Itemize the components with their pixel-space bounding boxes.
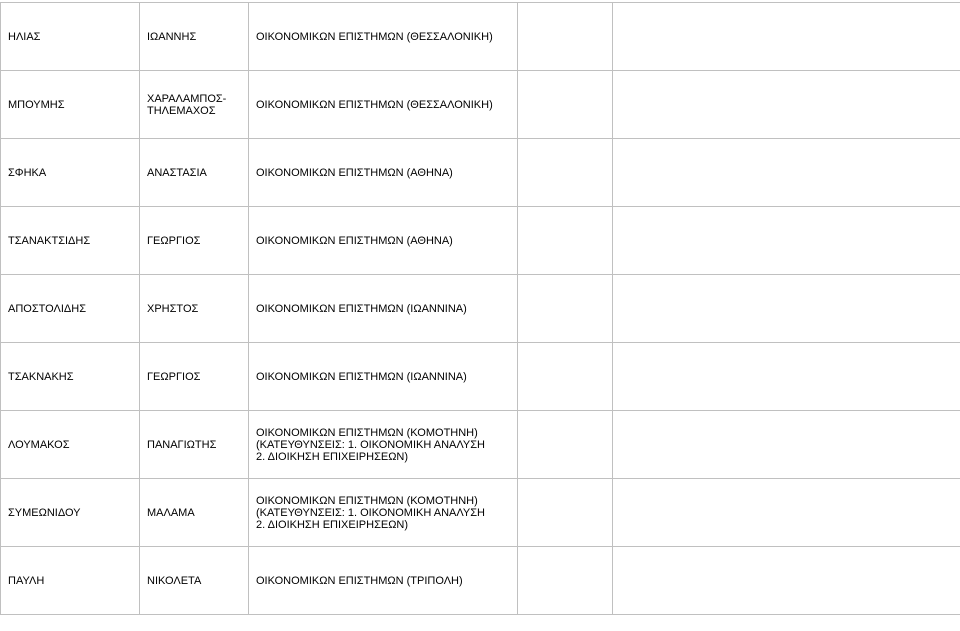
table-row [1, 275, 960, 343]
department-line: ΟΙΚΟΝΟΜΙΚΩΝ ΕΠΙΣΤΗΜΩΝ (ΘΕΣΣΑΛΟΝΙΚΗ) [256, 30, 493, 43]
empty-cell [518, 207, 613, 275]
empty-cell [613, 547, 960, 615]
first-name-cell: ΠΑΝΑΓΙΩΤΗΣ [140, 411, 249, 479]
department-cell [249, 343, 518, 411]
empty-cell [518, 3, 613, 71]
table-row [1, 71, 960, 139]
first-name-cell [140, 71, 249, 139]
first-name-cell: ΓΕΩΡΓΙΟΣ [140, 207, 249, 275]
first-name-cell: ΙΩΑΝΝΗΣ [140, 3, 249, 71]
department-cell [249, 3, 518, 71]
empty-cell [613, 343, 960, 411]
department-line: ΟΙΚΟΝΟΜΙΚΩΝ ΕΠΙΣΤΗΜΩΝ (ΚΟΜΟΤΗΝΗ) [256, 426, 478, 439]
empty-cell [518, 343, 613, 411]
department-cell [249, 71, 518, 139]
surname-cell: ΑΠΟΣΤΟΛΙΔΗΣ [1, 275, 140, 343]
department-line: (ΚΑΤΕΥΘΥΝΣΕΙΣ: 1. ΟΙΚΟΝΟΜΙΚΗ ΑΝΑΛΥΣΗ [256, 506, 485, 519]
surname-cell: ΜΠΟΥΜΗΣ [1, 71, 140, 139]
results-table-body [1, 3, 960, 615]
empty-cell [613, 207, 960, 275]
department-line: ΟΙΚΟΝΟΜΙΚΩΝ ΕΠΙΣΤΗΜΩΝ (ΙΩΑΝΝΙΝΑ) [256, 370, 467, 383]
surname-cell: ΤΣΑΝΑΚΤΣΙΔΗΣ [1, 207, 140, 275]
empty-cell [518, 547, 613, 615]
first-name-line: ΧΑΡΑΛΑΜΠΟΣ- [147, 92, 227, 105]
first-name-cell: ΓΕΩΡΓΙΟΣ [140, 343, 249, 411]
empty-cell [613, 71, 960, 139]
table-row [1, 3, 960, 71]
empty-cell [613, 139, 960, 207]
first-name-cell: ΑΝΑΣΤΑΣΙΑ [140, 139, 249, 207]
empty-cell [518, 275, 613, 343]
first-name-cell: ΝΙΚΟΛΕΤΑ [140, 547, 249, 615]
table-row [1, 207, 960, 275]
table-row [1, 139, 960, 207]
empty-cell [518, 139, 613, 207]
surname-cell: ΣΥΜΕΩΝΙΔΟΥ [1, 479, 140, 547]
empty-cell [613, 479, 960, 547]
surname-cell: ΗΛΙΑΣ [1, 3, 140, 71]
department-cell [249, 275, 518, 343]
surname-cell: ΠΑΥΛΗ [1, 547, 140, 615]
department-cell [249, 411, 518, 479]
empty-cell [518, 71, 613, 139]
first-name-cell: ΧΡΗΣΤΟΣ [140, 275, 249, 343]
department-line: ΟΙΚΟΝΟΜΙΚΩΝ ΕΠΙΣΤΗΜΩΝ (ΤΡΙΠΟΛΗ) [256, 574, 463, 587]
empty-cell [613, 3, 960, 71]
department-cell [249, 139, 518, 207]
surname-cell: ΣΦΗΚΑ [1, 139, 140, 207]
surname-cell: ΤΣΑΚΝΑΚΗΣ [1, 343, 140, 411]
results-table [0, 2, 960, 615]
department-line: ΟΙΚΟΝΟΜΙΚΩΝ ΕΠΙΣΤΗΜΩΝ (ΚΟΜΟΤΗΝΗ) [256, 494, 478, 507]
empty-cell [518, 411, 613, 479]
empty-cell [613, 411, 960, 479]
department-cell [249, 547, 518, 615]
department-line: ΟΙΚΟΝΟΜΙΚΩΝ ΕΠΙΣΤΗΜΩΝ (ΙΩΑΝΝΙΝΑ) [256, 302, 467, 315]
surname-cell: ΛΟΥΜΑΚΟΣ [1, 411, 140, 479]
department-cell [249, 207, 518, 275]
table-row [1, 343, 960, 411]
empty-cell [518, 479, 613, 547]
department-line: (ΚΑΤΕΥΘΥΝΣΕΙΣ: 1. ΟΙΚΟΝΟΜΙΚΗ ΑΝΑΛΥΣΗ [256, 438, 485, 451]
department-line: 2. ΔΙΟΙΚΗΣΗ ΕΠΙΧΕΙΡΗΣΕΩΝ) [256, 518, 409, 531]
department-line: ΟΙΚΟΝΟΜΙΚΩΝ ΕΠΙΣΤΗΜΩΝ (ΑΘΗΝΑ) [256, 234, 453, 247]
department-line: ΟΙΚΟΝΟΜΙΚΩΝ ΕΠΙΣΤΗΜΩΝ (ΑΘΗΝΑ) [256, 166, 453, 179]
table-row [1, 479, 960, 547]
first-name-line: ΤΗΛΕΜΑΧΟΣ [147, 104, 216, 117]
table-row [1, 547, 960, 615]
department-cell [249, 479, 518, 547]
first-name-cell: ΜΑΛΑΜΑ [140, 479, 249, 547]
table-row [1, 411, 960, 479]
empty-cell [613, 275, 960, 343]
department-line: ΟΙΚΟΝΟΜΙΚΩΝ ΕΠΙΣΤΗΜΩΝ (ΘΕΣΣΑΛΟΝΙΚΗ) [256, 98, 493, 111]
department-line: 2. ΔΙΟΙΚΗΣΗ ΕΠΙΧΕΙΡΗΣΕΩΝ) [256, 450, 409, 463]
